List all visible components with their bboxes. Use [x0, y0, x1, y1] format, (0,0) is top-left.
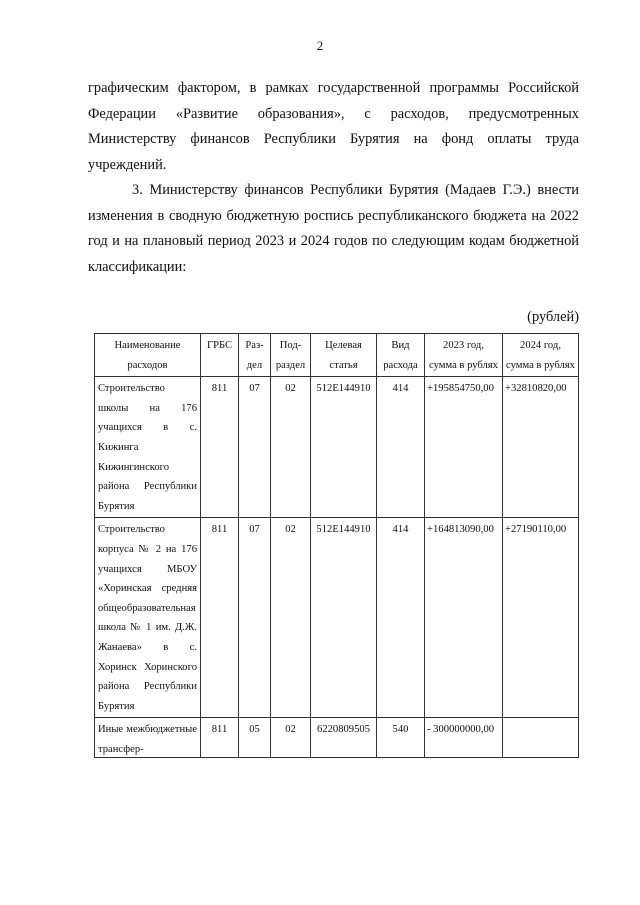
header-target: Целевая статья	[311, 334, 377, 377]
row-name: Строительство школы на 176 учащихся в с. Кижинга Кижингинского района Республики Бурятия	[95, 377, 201, 518]
units-label: (рублей)	[527, 309, 579, 325]
row-razdel: 05	[239, 718, 271, 758]
row-amount-2024	[503, 718, 579, 758]
row-amount-2024: +27190110,00	[503, 518, 579, 718]
row-grbs: 811	[201, 518, 239, 718]
budget-table	[94, 333, 579, 758]
table-row	[95, 518, 579, 718]
row-target: 6220809505	[311, 718, 377, 758]
row-amount-2023: - 300000000,00	[425, 718, 503, 758]
row-amount-2024: +32810820,00	[503, 377, 579, 518]
row-podrazdel: 02	[271, 518, 311, 718]
header-2024: 2024 год, сумма в рублях	[503, 334, 579, 377]
row-podrazdel: 02	[271, 718, 311, 758]
page-number: 2	[316, 38, 324, 53]
row-amount-2023: +195854750,00	[425, 377, 503, 518]
row-vid: 414	[377, 377, 425, 518]
header-name: Наименование расходов	[95, 334, 201, 377]
header-grbs: ГРБС	[201, 334, 239, 377]
row-grbs: 811	[201, 377, 239, 518]
header-razdel: Раз-дел	[239, 334, 271, 377]
row-razdel: 07	[239, 518, 271, 718]
row-vid: 414	[377, 518, 425, 718]
header-podrazdel: Под-раздел	[271, 334, 311, 377]
row-target: 512E144910	[311, 377, 377, 518]
header-vid: Вид расхода	[377, 334, 425, 377]
row-amount-2023: +164813090,00	[425, 518, 503, 718]
row-name: Строительство корпуса № 2 на 176 учащихся МБОУ «Хоринская средняя общеобразовательная школа № 1 им. Д.Ж. Жанаева» в с. Хоринск Хоринского района Республики Бурятия	[95, 518, 201, 718]
row-grbs: 811	[201, 718, 239, 758]
row-vid: 540	[377, 718, 425, 758]
row-name	[95, 718, 201, 758]
row-podrazdel: 02	[271, 377, 311, 518]
table-row	[95, 718, 579, 758]
table-header-row	[95, 334, 579, 377]
paragraph-continuation: графическим фактором, в рамках государственной программы Российской Федерации «Развитие образования», с расходов, предусмотренных Министерству финансов Республики Бурятия на фонд оплаты труда учреждений.	[88, 80, 579, 173]
table-row	[95, 377, 579, 518]
row-target: 512E144910	[311, 518, 377, 718]
row-razdel: 07	[239, 377, 271, 518]
header-2023: 2023 год, сумма в рублях	[425, 334, 503, 377]
row-name-text: Иные межбюджетные трансфер-	[98, 724, 197, 755]
paragraph-item-3: 3. Министерству финансов Республики Бурятия (Мадаев Г.Э.) внести изменения в сводную бюджетную роспись республиканского бюджета на 2022 год и на плановый период 2023 и 2024 годов по следующим кодам бюджетной классификации:	[88, 182, 579, 275]
